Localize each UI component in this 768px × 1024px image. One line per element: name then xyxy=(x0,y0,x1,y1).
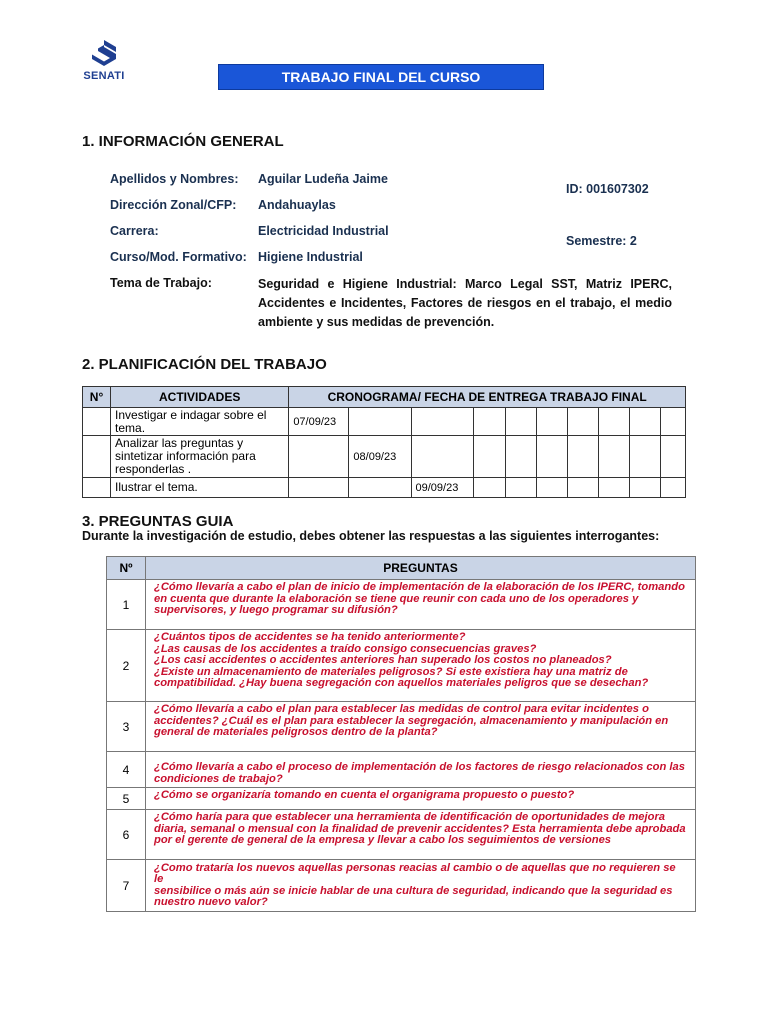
plan-header-num: N° xyxy=(83,387,111,408)
plan-header-schedule: CRONOGRAMA/ FECHA DE ENTREGA TRABAJO FINAL xyxy=(289,387,686,408)
question-line: ¿Cómo llevaría a cabo el plan de inicio de implementación de la elaboración de los IPERC, tomando xyxy=(154,581,685,593)
date-cell: 07/09/23 xyxy=(289,408,349,436)
name-label: Apellidos y Nombres: xyxy=(110,172,239,186)
date-cell: 09/09/23 xyxy=(411,478,473,498)
career-value: Electricidad Industrial xyxy=(258,224,389,238)
question-text xyxy=(146,788,696,810)
section-2-title: 2. PLANIFICACIÓN DEL TRABAJO xyxy=(82,356,327,373)
semester: Semestre: 2 xyxy=(566,234,637,248)
question-line: ¿Cómo haría para que establecer una herramienta de identificación de oportunidades de mejora xyxy=(154,811,666,823)
table-row xyxy=(83,408,686,436)
question-line: nuestro nuevo valor? xyxy=(154,896,268,908)
topic-label: Tema de Trabajo: xyxy=(110,276,212,290)
activity-cell: Investigar e indagar sobre el tema. xyxy=(111,408,289,436)
zone-value: Andahuaylas xyxy=(258,198,336,212)
questions-table xyxy=(106,556,696,912)
questions-header-num: Nº xyxy=(107,557,146,580)
banner-title: TRABAJO FINAL DEL CURSO xyxy=(218,64,544,90)
senati-logo xyxy=(78,38,130,82)
question-number: 3 xyxy=(107,702,146,752)
table-row xyxy=(107,752,696,788)
question-line: accidentes? ¿Cuál es el plan para establecer la segregación, almacenamiento y manipulación en xyxy=(154,714,669,727)
plan-header-activities: ACTIVIDADES xyxy=(111,387,289,408)
student-id: ID: 001607302 xyxy=(566,182,649,196)
table-row xyxy=(107,580,696,630)
question-line: compatibilidad. ¿Hay buena segregación con aquellos materiales peligros que se desechan? xyxy=(154,677,649,689)
question-text xyxy=(146,630,696,702)
question-line: ¿Cómo llevaría a cabo el proceso de implementación de los factores de riesgo relacionados con las xyxy=(154,761,685,773)
topic-value: Seguridad e Higiene Industrial: Marco Legal SST, Matriz IPERC, Accidentes e Incidentes, Factores de riesgos en el trabajo, el medio ambiente y sus medidas de prevención. xyxy=(258,277,672,329)
date-cell: 08/09/23 xyxy=(349,436,411,478)
question-line: por el gerente de general de la empresa y llevar a cabo los seguimientos de versiones xyxy=(154,834,612,846)
senati-logo-icon xyxy=(89,38,119,68)
section-1-title: 1. INFORMACIÓN GENERAL xyxy=(82,133,284,150)
question-number: 1 xyxy=(107,580,146,630)
question-line: ¿Cuántos tipos de accidentes se ha tenido anteriormente? xyxy=(154,631,466,643)
table-row xyxy=(107,630,696,702)
questions-intro: Durante la investigación de estudio, debes obtener las respuestas a las siguientes interrogantes: xyxy=(82,529,660,543)
question-number: 4 xyxy=(107,752,146,788)
question-line: sensibilice o más aún se inicie hablar de una cultura de seguridad, indicando que la seguridad es xyxy=(154,884,673,897)
question-line: en cuenta que durante la elaboración se tiene que reunir con cada uno de los operadores y xyxy=(154,592,639,605)
question-number: 7 xyxy=(107,860,146,912)
question-line: ¿Las causas de los accidentes a traído consigo consecuencias graves? xyxy=(154,642,537,655)
section-3-title: 3. PREGUNTAS GUIA xyxy=(82,513,234,530)
question-line: general de materiales peligrosos dentro de la planta? xyxy=(154,726,438,738)
table-row xyxy=(107,860,696,912)
table-row xyxy=(83,436,686,478)
planning-table xyxy=(82,386,686,498)
question-number: 5 xyxy=(107,788,146,810)
question-line: diaria, semanal o mensual con la finalidad de prevenir accidentes? Esta herramienta debe aprobada xyxy=(154,822,686,835)
question-number: 2 xyxy=(107,630,146,702)
question-text xyxy=(146,810,696,860)
question-line: ¿Los casi accidentes o accidentes anteriores han superado los costos no planeados? xyxy=(154,654,612,666)
question-line: ¿Cómo llevaría a cabo el plan para establecer las medidas de control para evitar incidentes o xyxy=(154,703,649,715)
question-line: condiciones de trabajo? xyxy=(154,772,283,785)
question-line: supervisores, y luego programar su difusión? xyxy=(154,604,398,616)
table-row xyxy=(107,788,696,810)
question-text xyxy=(146,752,696,788)
course-label: Curso/Mod. Formativo: xyxy=(110,250,247,264)
table-row xyxy=(107,702,696,752)
logo-text: SENATI xyxy=(83,70,125,82)
questions-header-title: PREGUNTAS xyxy=(146,557,696,580)
question-text xyxy=(146,580,696,630)
course-value: Higiene Industrial xyxy=(258,250,363,264)
question-text xyxy=(146,860,696,912)
question-line: ¿Existe un almacenamiento de materiales peligrosos? Si este existiera hay una matriz de xyxy=(154,665,628,678)
zone-label: Dirección Zonal/CFP: xyxy=(110,198,237,212)
question-number: 6 xyxy=(107,810,146,860)
table-row xyxy=(107,810,696,860)
activity-cell: Ilustrar el tema. xyxy=(111,478,289,498)
question-line: ¿Cómo se organizaría tomando en cuenta el organigrama propuesto o puesto? xyxy=(154,789,575,801)
question-line: ¿Como trataría los nuevos aquellas personas reacias al cambio o de aquellas que no requieren se le xyxy=(154,861,676,885)
table-row xyxy=(83,478,686,498)
career-label: Carrera: xyxy=(110,224,159,238)
name-value: Aguilar Ludeña Jaime xyxy=(258,172,388,186)
question-text xyxy=(146,702,696,752)
activity-cell: Analizar las preguntas y sintetizar información para responderlas . xyxy=(111,436,289,478)
